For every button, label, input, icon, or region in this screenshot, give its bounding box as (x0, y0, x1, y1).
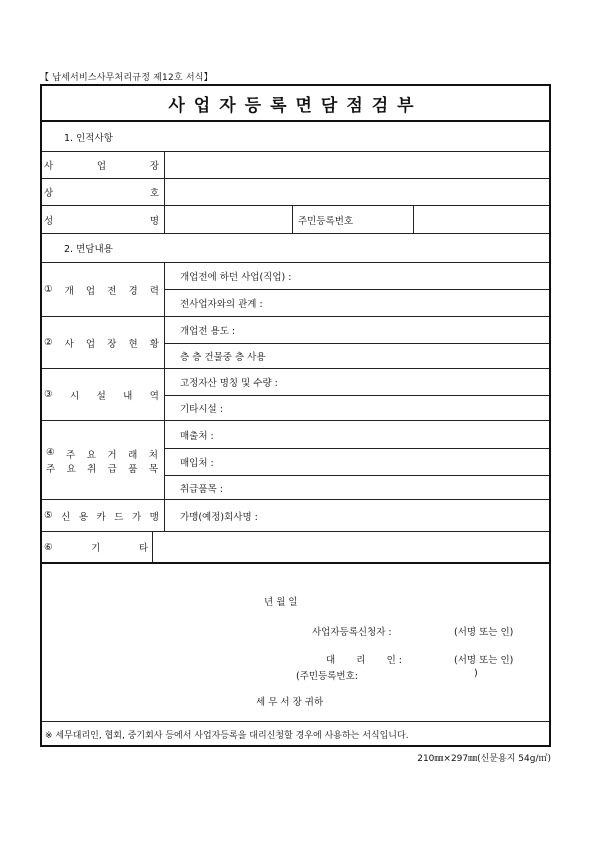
row-etc (42, 532, 549, 564)
label-etc: ⑥ 기 타 (44, 541, 148, 554)
agent-sign-note[interactable]: (서명 또는 인) (454, 655, 514, 666)
agent-resident-no-close: ) (474, 668, 478, 679)
row-trade-name (42, 179, 549, 206)
section-personal-info (42, 122, 549, 152)
row-name (42, 206, 549, 234)
paper-spec: 210㎜×297㎜(신문용지 54g/㎡) (417, 754, 551, 764)
facility-line-fixed-assets[interactable]: 고정자산 명칭 및 수량 : (180, 378, 278, 389)
section-interview-label: 2. 면담내용 (64, 244, 113, 255)
form-title: 사업자등록면담점검부 (42, 86, 549, 122)
section-personal-info-label: 1. 인적사항 (64, 132, 113, 144)
label-credit-card: ⑤ 신 용 카 드 가 맹 (44, 510, 159, 523)
label-career: ① 개 업 전 경 력 (44, 284, 159, 297)
agent-resident-no-label: (주민등록번호: (296, 671, 358, 682)
facility-line-other[interactable]: 기타시설 : (180, 404, 223, 415)
career-line-relation[interactable]: 전사업자와의 관계 : (180, 299, 263, 310)
applicant-label: 사업자등록신청자 : (312, 627, 392, 638)
footnote: ※ 세무대리인, 협회, 중기회사 등에서 사업자등록을 대리신청할 경우에 사용하는 서식입니다. (45, 731, 409, 741)
trade-line-items[interactable]: 취급품목 : (180, 483, 223, 495)
etc-field[interactable] (153, 532, 549, 562)
footnote-row (42, 722, 549, 747)
row-career (42, 263, 549, 317)
resident-no-field[interactable] (414, 206, 549, 233)
trade-line-sales[interactable]: 매출처 : (180, 430, 214, 442)
form-header-note: 【 납세서비스사무처리규정 제12호 서식】 (40, 73, 213, 83)
date-line[interactable]: 년 월 일 (264, 597, 298, 608)
row-business-place (42, 152, 549, 179)
row-credit-card (42, 500, 549, 532)
label-resident-no: 주민등록번호 (298, 215, 354, 227)
trade-name-field[interactable] (165, 179, 549, 205)
section-interview (42, 234, 549, 263)
addressee: 세 무 서 장 귀하 (256, 697, 324, 708)
signature-block (42, 564, 549, 722)
label-facility: ③ 시 설 내 역 (44, 389, 159, 402)
card-line-company[interactable]: 가맹(예정)회사명 : (180, 511, 258, 523)
row-site-status (42, 317, 549, 369)
name-field[interactable] (165, 206, 292, 233)
site-line-floor-use[interactable]: 층 층 건물중 층 사용 (180, 352, 266, 363)
label-name: 성 명 (44, 215, 159, 227)
label-trade-partners: ④ 주 요 거 래 처 (46, 447, 158, 461)
label-trade-name: 상 호 (44, 188, 159, 199)
row-trade (42, 421, 549, 500)
career-line-prior-business[interactable]: 개업전에 하던 사업(직업) : (180, 272, 292, 283)
trade-line-purchase[interactable]: 매입처 : (180, 458, 214, 469)
label-site-status: ② 사 업 장 현 황 (44, 337, 159, 350)
applicant-sign-note[interactable]: (서명 또는 인) (454, 627, 514, 638)
label-business-place: 사 업 장 (44, 161, 159, 172)
form-frame (40, 84, 551, 747)
site-line-prior-use[interactable]: 개업전 용도 : (180, 326, 236, 337)
row-facility (42, 369, 549, 421)
label-trade-items: 주 요 취 급 품 목 (46, 464, 158, 475)
agent-label: 대 리 인 : (326, 655, 402, 666)
business-place-field[interactable] (165, 152, 549, 178)
